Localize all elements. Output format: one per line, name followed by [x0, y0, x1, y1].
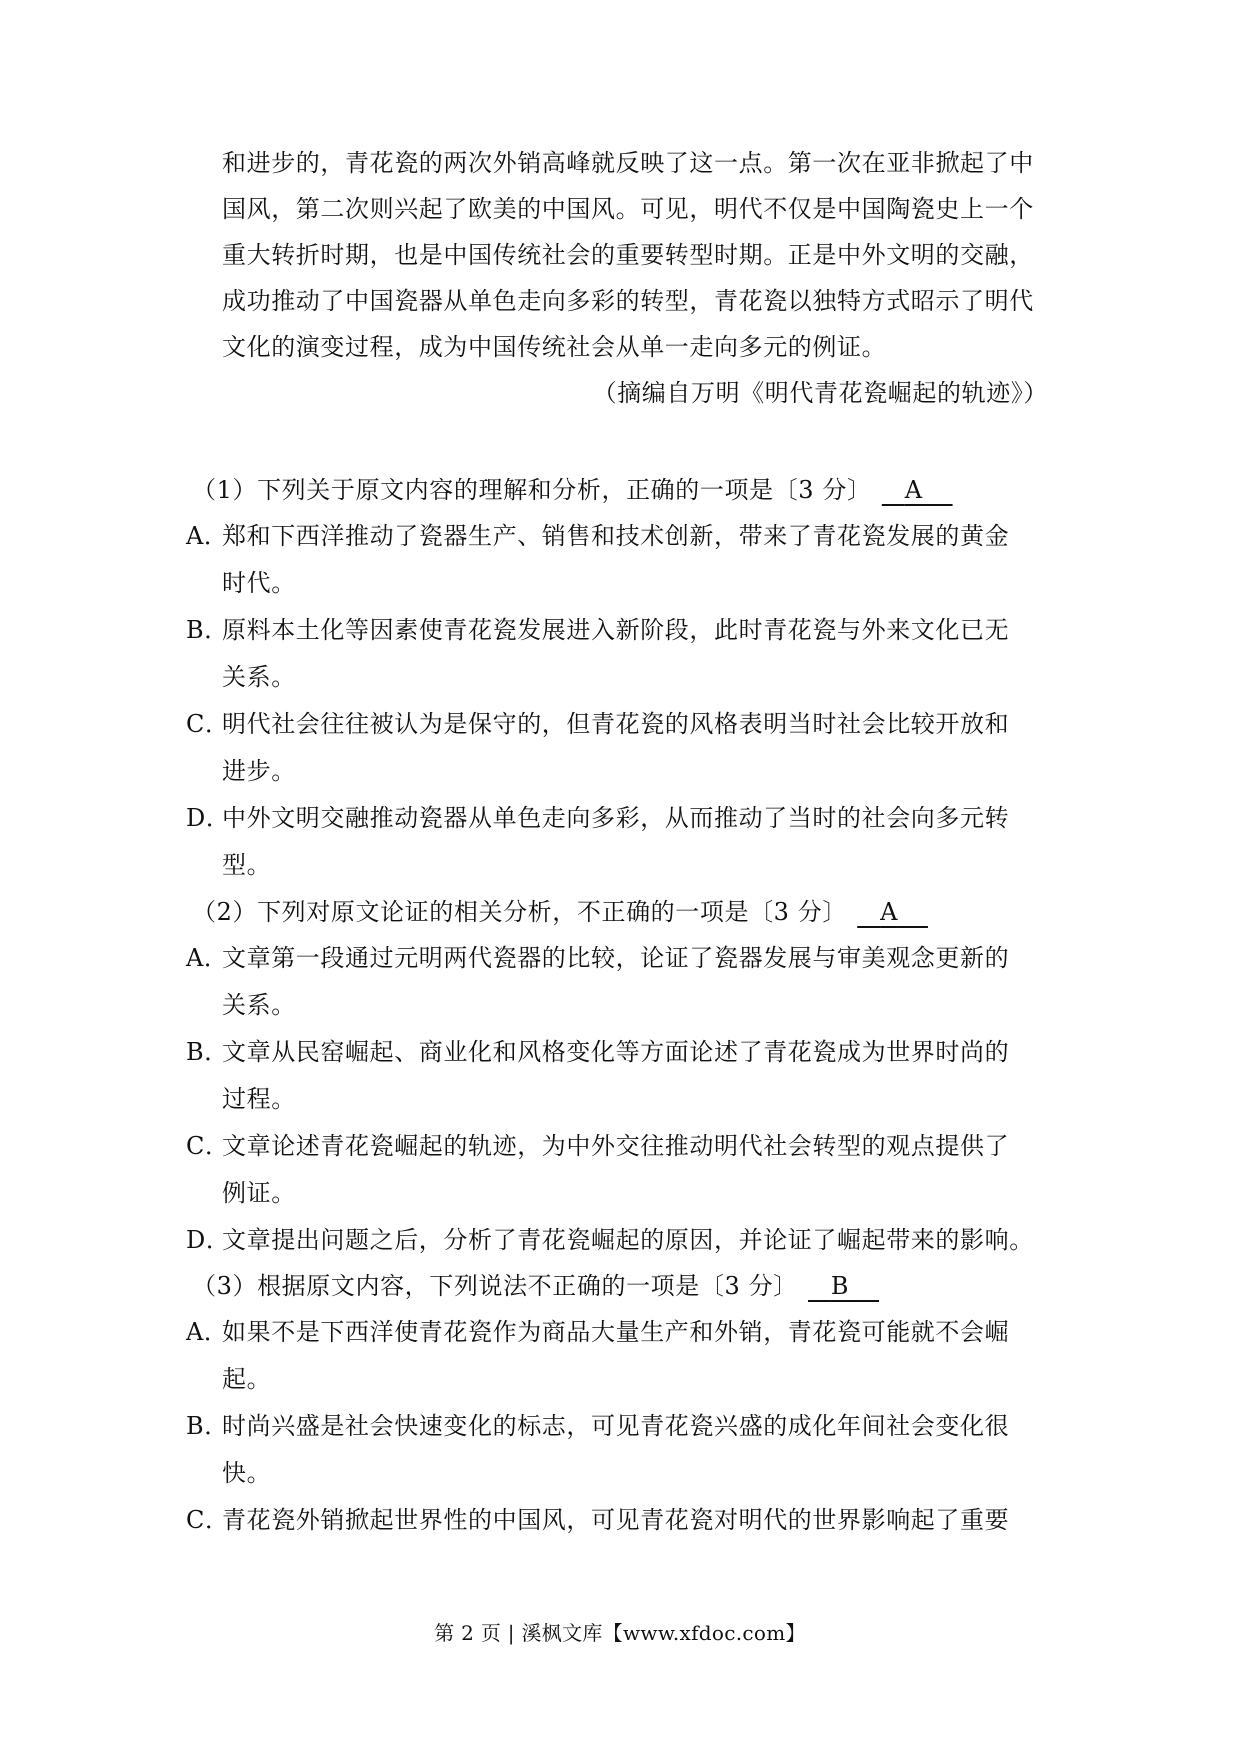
option-text-continued: 关系。	[222, 663, 296, 691]
option-text: 文章从民窑崛起、商业化和风格变化等方面论述了青花瓷成为世界时尚的	[222, 1038, 1010, 1066]
option-b	[186, 1037, 1009, 1067]
option-a	[186, 521, 1009, 551]
option-letter: D．	[186, 1226, 231, 1254]
passage-line: 国风，第二次则兴起了欧美的中国风。可见，明代不仅是中国陶瓷史上一个	[222, 195, 1034, 223]
option-a	[186, 943, 1009, 973]
option-a	[186, 1317, 1009, 1347]
option-text-continued: 快。	[222, 1459, 272, 1487]
option-d	[186, 1225, 1034, 1255]
option-letter: A．	[186, 944, 229, 972]
option-letter: D．	[186, 804, 231, 832]
option-letter: A．	[186, 522, 229, 550]
option-text: 明代社会往往被认为是保守的，但青花瓷的风格表明当时社会比较开放和	[222, 710, 1010, 738]
option-text: 如果不是下西洋使青花瓷作为商品大量生产和外销，青花瓷可能就不会崛	[222, 1318, 1010, 1346]
passage-line: 重大转折时期，也是中国传统社会的重要转型时期。正是中外文明的交融，	[222, 241, 1034, 269]
question-stem-text: （2）下列对原文论证的相关分析，不正确的一项是〔3 分〕	[192, 898, 847, 926]
option-c	[186, 1131, 1009, 1161]
option-text: 青花瓷外销掀起世界性的中国风，可见青花瓷对明代的世界影响起了重要	[222, 1506, 1010, 1534]
question-stem	[192, 897, 930, 927]
option-d	[186, 803, 1009, 833]
option-b	[186, 1411, 1009, 1441]
question-stem	[192, 1271, 881, 1301]
page-footer: 第 2 页 | 溪枫文库【www.xfdoc.com】	[434, 1621, 806, 1645]
option-text: 文章论述青花瓷崛起的轨迹，为中外交往推动明代社会转型的观点提供了	[222, 1132, 1010, 1160]
question-stem-text: （3）根据原文内容，下列说法不正确的一项是〔3 分〕	[192, 1272, 798, 1300]
question-stem	[192, 475, 955, 505]
option-text: 文章第一段通过元明两代瓷器的比较，论证了瓷器发展与审美观念更新的	[222, 944, 1010, 972]
option-letter: B．	[186, 1038, 229, 1066]
answer-blank	[880, 475, 955, 505]
option-text-continued: 时代。	[222, 569, 296, 597]
option-letter: C．	[186, 710, 230, 738]
answer-blank	[855, 897, 930, 927]
option-text: 时尚兴盛是社会快速变化的标志，可见青花瓷兴盛的成化年间社会变化很	[222, 1412, 1010, 1440]
passage-line: 成功推动了中国瓷器从单色走向多彩的转型，青花瓷以独特方式昭示了明代	[222, 287, 1034, 315]
option-letter: A．	[186, 1318, 229, 1346]
question-stem-text: （1）下列关于原文内容的理解和分析，正确的一项是〔3 分〕	[192, 476, 872, 504]
option-text: 郑和下西洋推动了瓷器生产、销售和技术创新，带来了青花瓷发展的黄金	[222, 522, 1010, 550]
passage-citation: （摘编自万明《明代青花瓷崛起的轨迹》）	[592, 379, 1048, 407]
option-text: 原料本土化等因素使青花瓷发展进入新阶段，此时青花瓷与外来文化已无	[222, 616, 1010, 644]
option-b	[186, 615, 1009, 645]
answer-blank	[806, 1271, 881, 1301]
option-letter: C．	[186, 1132, 230, 1160]
option-letter: B．	[186, 616, 229, 644]
option-letter: C．	[186, 1506, 230, 1534]
answer-value: B	[830, 1272, 849, 1300]
option-letter: B．	[186, 1412, 229, 1440]
option-text-continued: 例证。	[222, 1179, 296, 1207]
option-text-continued: 起。	[222, 1365, 272, 1393]
option-text-continued: 过程。	[222, 1085, 296, 1113]
option-text-continued: 关系。	[222, 991, 296, 1019]
option-c	[186, 1505, 1009, 1535]
answer-value: A	[880, 898, 898, 926]
option-text: 中外文明交融推动瓷器从单色走向多彩，从而推动了当时的社会向多元转	[222, 804, 1010, 832]
option-c	[186, 709, 1009, 739]
option-text: 文章提出问题之后，分析了青花瓷崛起的原因，并论证了崛起带来的影响。	[222, 1226, 1034, 1254]
option-text-continued: 型。	[222, 851, 272, 879]
passage-line: 文化的演变过程，成为中国传统社会从单一走向多元的例证。	[222, 333, 887, 361]
answer-value: A	[904, 476, 923, 504]
passage-line: 和进步的，青花瓷的两次外销高峰就反映了这一点。第一次在亚非掀起了中	[222, 149, 1034, 177]
option-text-continued: 进步。	[222, 757, 296, 785]
